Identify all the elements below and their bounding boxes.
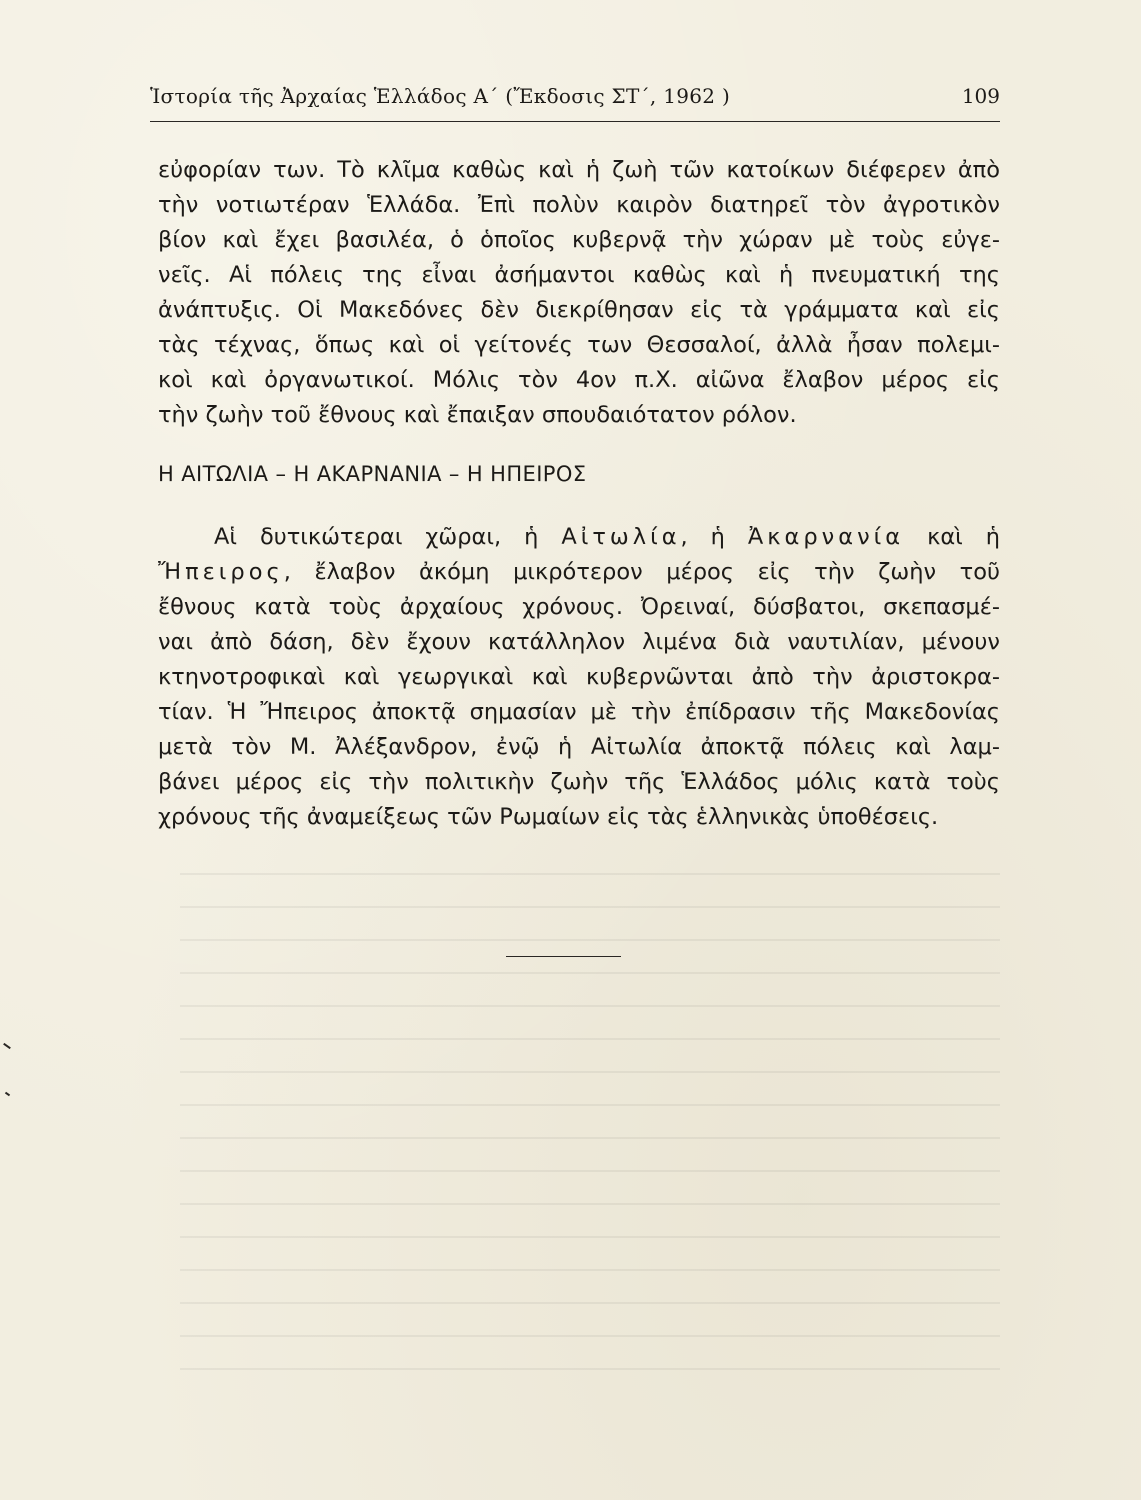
show-through-text [180, 850, 1000, 1370]
text-line: τίαν. Ἡ Ἤπειρος ἀποκτᾷ σημασίαν μὲ τὴν ἐπίδρασιν τῆς Μακεδονίας [158, 699, 1000, 725]
text-line: χρόνους τῆς ἀναμείξεως τῶν Ρωμαίων εἰς τὰς ἑλληνικὰς ὑποθέσεις. [158, 804, 939, 830]
text-fragment: , ἡ [680, 524, 748, 550]
margin-mark [5, 1092, 10, 1097]
place-name-aitolia: Αἰτωλία [561, 524, 681, 550]
text-line [158, 520, 1000, 555]
text-fragment: καὶ ἡ [904, 524, 1001, 550]
page-number: 109 [961, 84, 1000, 108]
margin-mark [3, 1043, 11, 1049]
text-line: ἀνάπτυξις. Οἱ Μακεδόνες δὲν διεκρίθησαν εἰς τὰ γράμματα καὶ εἰς [158, 297, 1000, 323]
text-line: εὐφορίαν των. Τὸ κλῖμα καθὼς καὶ ἡ ζωὴ τῶν κατοίκων διέφερεν ἀπὸ [158, 157, 1000, 183]
text-line: νεῖς. Αἱ πόλεις της εἶναι ἀσήμαντοι καθὼς καὶ ἡ πνευματική της [158, 262, 1000, 288]
text-line: κτηνοτροφικαὶ καὶ γεωργικαὶ καὶ κυβερνῶνται ἀπὸ τὴν ἀριστοκρα- [158, 664, 1000, 690]
text-line: κοὶ καὶ ὀργανωτικοί. Μόλις τὸν 4ον π.Χ. αἰῶνα ἔλαβον μέρος εἰς [158, 367, 1000, 393]
running-header [150, 84, 1000, 118]
text-line: τὴν ζωὴν τοῦ ἔθνους καὶ ἔπαιξαν σπουδαιότατον ρόλον. [158, 402, 797, 428]
text-line: μετὰ τὸν Μ. Ἀλέξανδρον, ἐνῷ ἡ Αἰτωλία ἀποκτᾷ πόλεις καὶ λαμ- [158, 734, 1000, 760]
text-line: βίον καὶ ἔχει βασιλέα, ὁ ὁποῖος κυβερνᾷ τὴν χώραν μὲ τοὺς εὐγε- [158, 227, 1000, 253]
text-line: βάνει μέρος εἰς τὴν πολιτικὴν ζωὴν τῆς Ἑλλάδος μόλις κατὰ τοὺς [158, 769, 1000, 795]
text-fragment: , ἔλαβον ἀκόμη μικρότερον μέρος εἰς τὴν ζωὴν τοῦ [283, 559, 1000, 585]
text-line: τὴν νοτιωτέραν Ἑλλάδα. Ἐπὶ πολὺν καιρὸν διατηρεῖ τὸν ἀγροτικὸν [158, 192, 1000, 218]
place-name-akarnania: Ἀκαρνανία [747, 524, 905, 550]
text-line [158, 555, 1000, 590]
header-rule [150, 121, 1000, 122]
section-heading: Η ΑΙΤΩΛΙΑ – Η ΑΚΑΡΝΑΝΙΑ – Η ΗΠΕΙΡΟΣ [158, 462, 587, 486]
place-name-ipeiros: Ἤπειρος [158, 559, 284, 585]
text-fragment: Αἱ δυτικώτεραι χῶραι, ἡ [214, 524, 562, 550]
header-title: Ἱστορία τῆς Ἀρχαίας Ἑλλάδος Α΄ (Ἔκδοσις ΣΤ΄, 1962 ) [150, 84, 731, 108]
text-line: ναι ἀπὸ δάση, δὲν ἔχουν κατάλληλον λιμένα διὰ ναυτιλίαν, μένουν [158, 629, 1000, 655]
text-line: τὰς τέχνας, ὅπως καὶ οἱ γείτονές των Θεσσαλοί, ἀλλὰ ἦσαν πολεμι- [158, 332, 1000, 358]
section-end-rule [506, 956, 621, 957]
text-line: ἔθνους κατὰ τοὺς ἀρχαίους χρόνους. Ὀρειναί, δύσβατοι, σκεπασμέ- [158, 594, 1000, 620]
paragraph-western-regions [158, 520, 1000, 835]
paragraph-macedonia [158, 153, 1000, 433]
